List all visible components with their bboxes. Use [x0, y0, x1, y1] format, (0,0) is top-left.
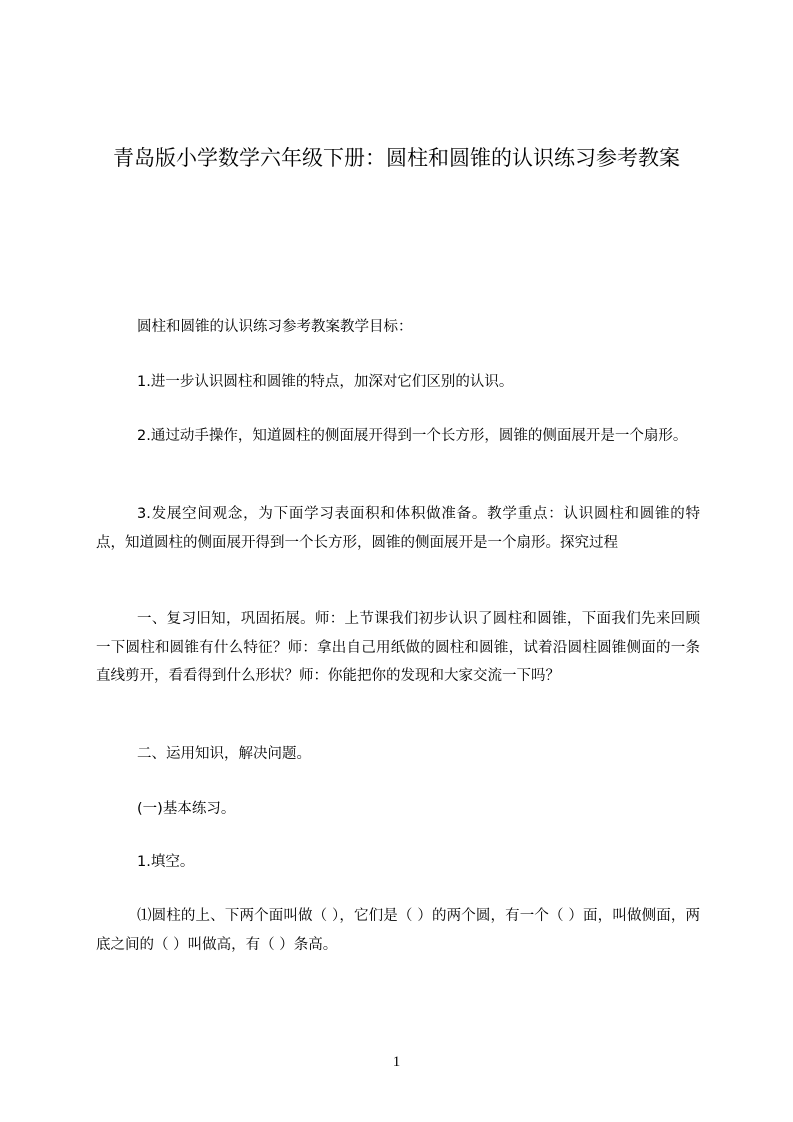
page-number: 1	[392, 1054, 401, 1070]
paragraph-goal-1: 1.进一步认识圆柱和圆锥的特点，加深对它们区别的认识。	[137, 374, 514, 390]
paragraph-teaching-goals-heading: 圆柱和圆锥的认识练习参考教案教学目标：	[137, 319, 413, 335]
paragraph-basic-practice: (一)基本练习。	[137, 801, 236, 817]
paragraph-review-section: 一、复习旧知，巩固拓展。师：上节课我们初步认识了圆柱和圆锥，下面我们先来回顾一下圆柱和圆锥有什么特征？师：拿出自己用纸做的圆柱和圆锥，试着沿圆柱圆锥侧面的一条直线剪开，看看得到什么形状？师：你能把你的发现和大家交流一下吗？	[96, 611, 700, 684]
document-title: 青岛版小学数学六年级下册：圆柱和圆锥的认识练习参考教案	[113, 146, 680, 170]
paragraph-section-two: 二、运用知识，解决问题。	[137, 746, 311, 762]
paragraph-question-1: ⑴圆柱的上、下两个面叫做（ ），它们是（ ）的两个圆，有一个（ ）面，叫做侧面，两底之间的（ ）叫做高，有（ ）条高。	[96, 908, 700, 953]
paragraph-goal-3: 3.发展空间观念，为下面学习表面积和体积做准备。教学重点：认识圆柱和圆锥的特点，知道圆柱的侧面展开得到一个长方形，圆锥的侧面展开是一个扇形。探究过程	[96, 506, 700, 551]
paragraph-goal-2: 2.通过动手操作，知道圆柱的侧面展开得到一个长方形，圆锥的侧面展开是一个扇形。	[137, 428, 688, 444]
paragraph-fill-blank: 1.填空。	[137, 854, 195, 870]
